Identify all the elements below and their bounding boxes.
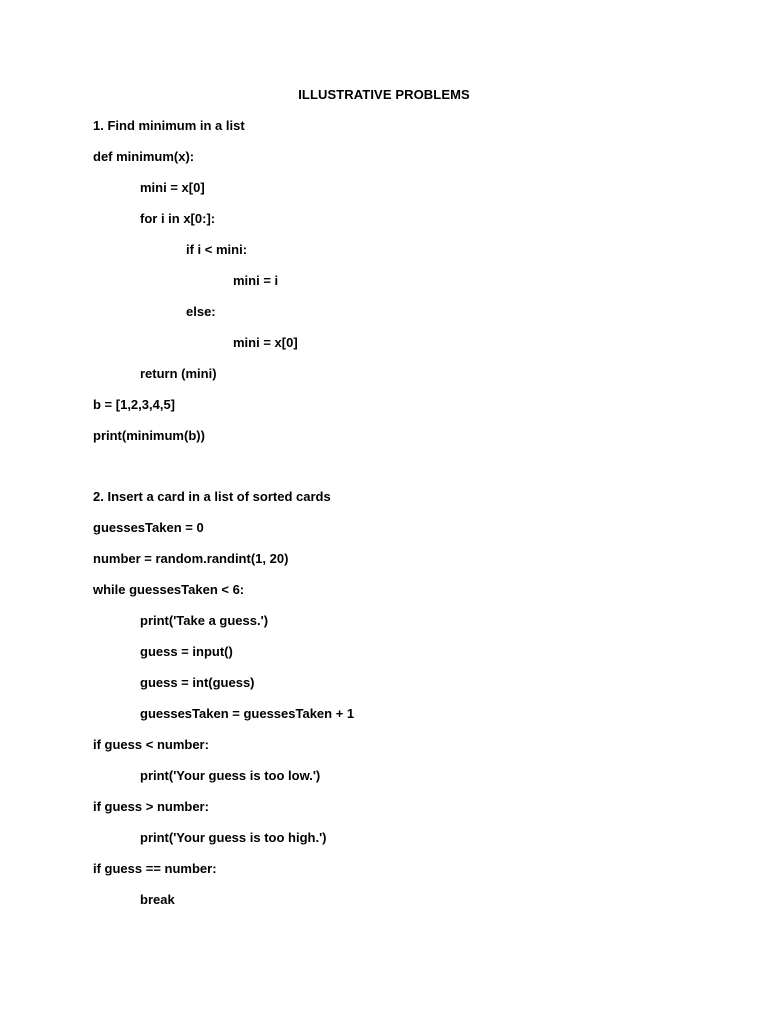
code-line: def minimum(x): (93, 149, 195, 164)
code-line: if guess < number: (93, 737, 209, 752)
code-line: guessesTaken = guessesTaken + 1 (140, 706, 355, 721)
code-line: number = random.randint(1, 20) (93, 551, 289, 566)
code-line: mini = x[0] (233, 335, 298, 350)
code-line: break (140, 892, 175, 907)
code-line: if guess > number: (93, 799, 209, 814)
code-line: print(minimum(b)) (93, 428, 205, 443)
code-line: mini = i (233, 273, 279, 288)
code-line: guess = int(guess) (140, 675, 255, 690)
code-line: else: (186, 304, 216, 319)
code-line: guessesTaken = 0 (93, 520, 204, 535)
code-line: guess = input() (140, 644, 233, 659)
code-line: mini = x[0] (140, 180, 205, 195)
code-line: while guessesTaken < 6: (93, 582, 245, 597)
code-line: b = [1,2,3,4,5] (93, 397, 176, 412)
code-line: return (mini) (140, 366, 217, 381)
page-title: ILLUSTRATIVE PROBLEMS (298, 87, 470, 102)
code-line: print('Your guess is too low.') (140, 768, 321, 783)
section-2-heading: 2. Insert a card in a list of sorted cards (93, 489, 331, 504)
code-line: print('Your guess is too high.') (140, 830, 327, 845)
code-line: for i in x[0:]: (140, 211, 216, 226)
code-line: if guess == number: (93, 861, 217, 876)
code-line: print('Take a guess.') (140, 613, 269, 628)
section-1-heading: 1. Find minimum in a list (93, 118, 245, 133)
code-line: if i < mini: (186, 242, 248, 257)
